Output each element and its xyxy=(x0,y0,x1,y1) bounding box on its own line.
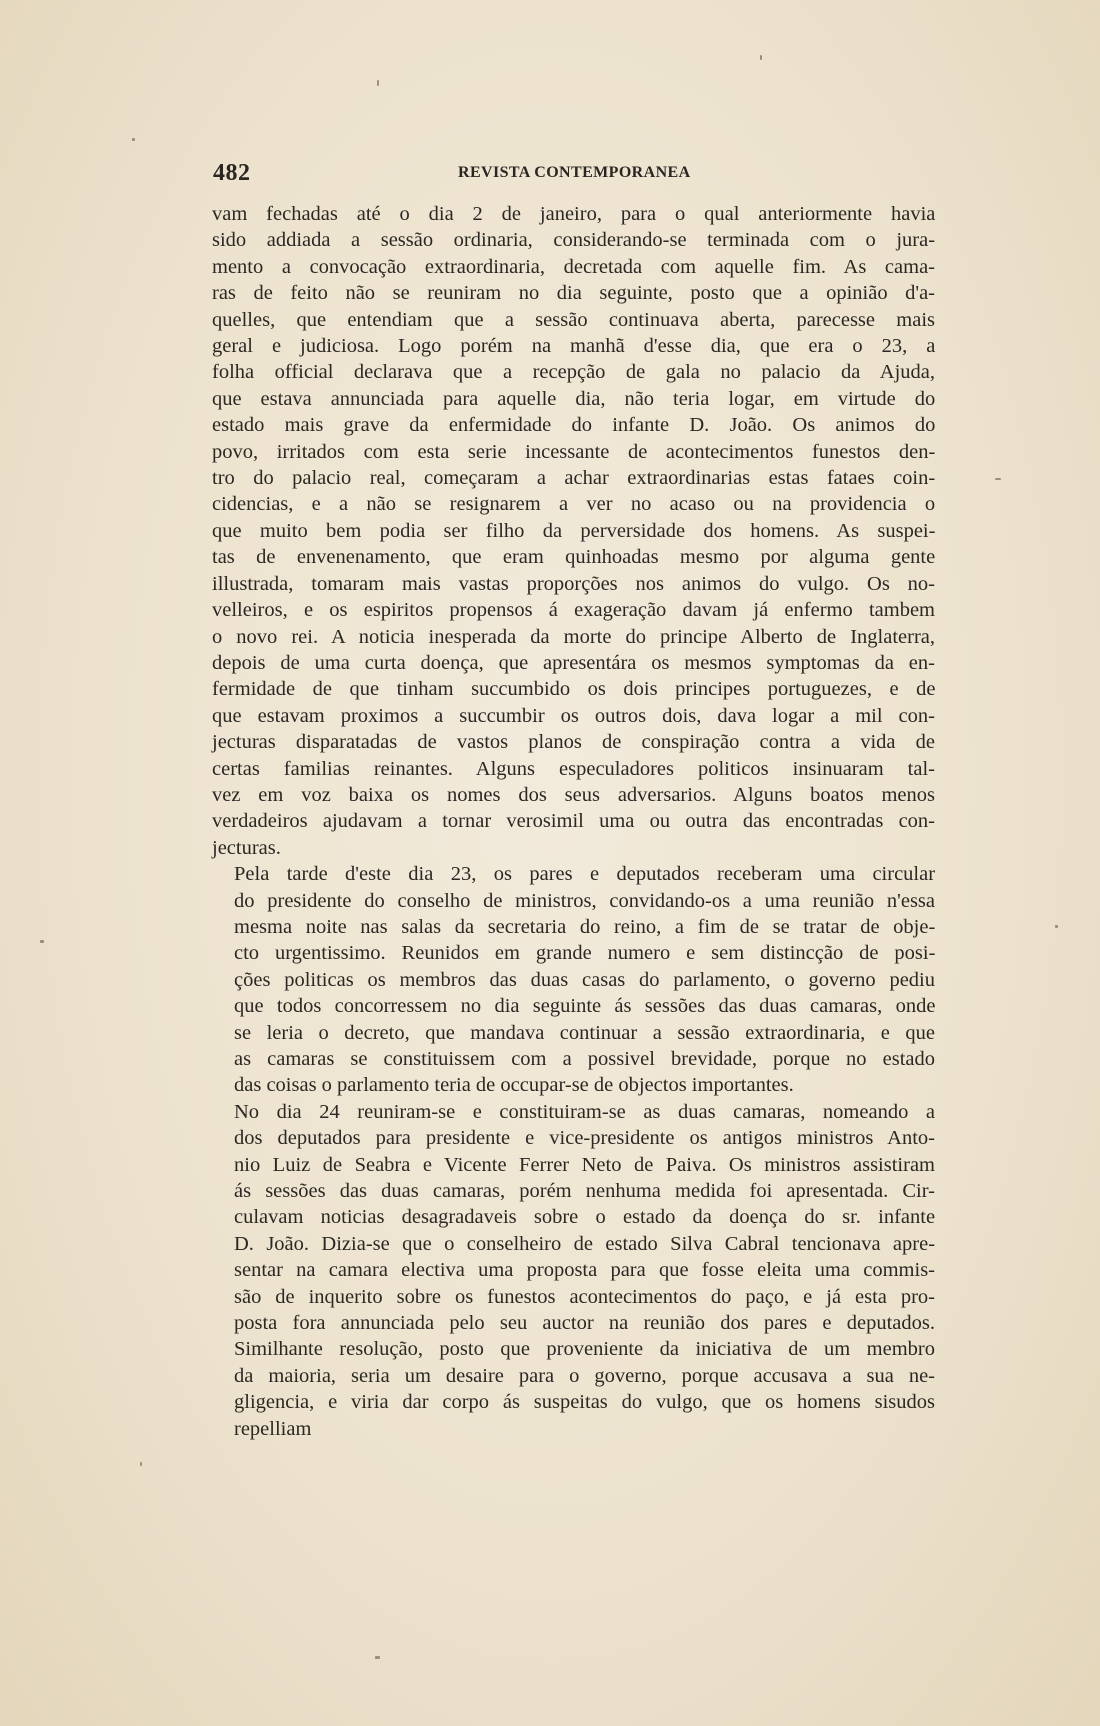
text-line: Pela tarde d'este dia 23, os pares e deputados receberam uma circular xyxy=(234,863,936,886)
text-line: povo, irritados com esta serie incessante de acontecimentos funestos den- xyxy=(212,440,936,463)
text-line: da maioria, seria um desaire para o governo, porque accusava a sua ne- xyxy=(234,1364,935,1387)
text-line: jecturas disparatadas de vastos planos de conspiração contra a vida de xyxy=(212,731,935,754)
text-line: sentar na camara electiva uma proposta para que fosse eleita uma commis- xyxy=(234,1259,935,1282)
text-line: sido addiada a sessão ordinaria, considerando-se terminada com o jura- xyxy=(212,229,936,252)
paragraph xyxy=(212,201,935,861)
body-text xyxy=(212,201,935,1442)
text-line: D. João. Dizia-se que o conselheiro de estado Silva Cabral tencionava apre- xyxy=(234,1232,936,1255)
text-line: vam fechadas até o dia 2 de janeiro, para o qual anteriormente havia xyxy=(212,203,936,225)
paper-speck xyxy=(1055,925,1058,928)
text-line: fermidade de que tinham succumbido os dois principes portuguezes, e de xyxy=(212,678,936,701)
text-line: estado mais grave da enfermidade do infante D. João. Os animos do xyxy=(212,414,936,437)
paper-speck xyxy=(375,1656,380,1659)
text-line: velleiros, e os espiritos propensos á exageração davam já enfermo tambem xyxy=(212,599,935,622)
paper-speck xyxy=(40,940,44,943)
text-line: que todos concorressem no dia seguinte ás sessões das duas camaras, onde xyxy=(234,995,936,1018)
paper-speck xyxy=(140,1462,142,1466)
text-line: posta fora annunciada pelo seu auctor na reunião dos pares e deputados. xyxy=(234,1312,935,1335)
text-line: mesma noite nas salas da secretaria do reino, a fim de se tratar de obje- xyxy=(234,915,936,938)
text-line: do presidente do conselho de ministros, convidando-os a uma reunião n'essa xyxy=(234,889,935,912)
page-number: 482 xyxy=(213,160,251,186)
text-line: mento a convocação extraordinaria, decretada com aquelle fim. As cama- xyxy=(212,255,935,278)
text-line: das coisas o parlamento teria de occupar-se de objectos importantes. xyxy=(234,1074,794,1097)
text-line: nio Luiz de Seabra e Vicente Ferrer Neto de Paiva. Os ministros assistiram xyxy=(234,1153,935,1176)
text-line: vez em voz baixa os nomes dos seus adversarios. Alguns boatos menos xyxy=(212,783,936,806)
paper-speck xyxy=(377,80,379,86)
text-line: Similhante resolução, posto que proveniente da iniciativa de um membro xyxy=(234,1338,935,1361)
text-line: gligencia, e viria dar corpo ás suspeitas do vulgo, que os homens sisudos xyxy=(234,1391,935,1414)
running-title: REVISTA CONTEMPORANEA xyxy=(458,164,691,181)
text-line: ções politicas os membros das duas casas do parlamento, o governo pediu xyxy=(234,968,935,991)
paragraph xyxy=(212,861,935,1099)
text-line: repelliam xyxy=(234,1417,312,1440)
text-line: depois de uma curta doença, que apresentára os mesmos symptomas da en- xyxy=(212,651,935,674)
paragraph xyxy=(212,1099,935,1442)
paper-speck xyxy=(132,138,135,141)
text-line: verdadeiros ajudavam a tornar verosimil uma ou outra das encontradas con- xyxy=(212,810,935,833)
text-line: culavam noticias desagradaveis sobre o estado da doença do sr. infante xyxy=(234,1206,936,1229)
text-line: geral e judiciosa. Logo porém na manhã d'esse dia, que era o 23, a xyxy=(212,335,936,358)
text-line: cidencias, e a não se resignarem a ver no acaso ou na providencia o xyxy=(212,493,936,516)
text-line: que estava annunciada para aquelle dia, não teria logar, em virtude do xyxy=(212,387,936,410)
paper-speck xyxy=(995,478,1001,480)
text-line: que estavam proximos a succumbir os outros dois, dava logar a mil con- xyxy=(212,704,935,727)
text-line: cto urgentissimo. Reunidos em grande numero e sem distincção de posi- xyxy=(234,942,936,965)
text-line: que muito bem podia ser filho da perversidade dos homens. As suspei- xyxy=(212,519,936,542)
text-line: as camaras se constituissem com a possivel brevidade, porque no estado xyxy=(234,1048,935,1070)
text-line: ás sessões das duas camaras, porém nenhuma medida foi apresentada. Cir- xyxy=(234,1180,935,1203)
text-line: folha official declarava que a recepção de gala no palacio da Ajuda, xyxy=(212,361,935,384)
text-line: se leria o decreto, que mandava continuar a sessão extraordinaria, e que xyxy=(234,1021,935,1044)
text-line: illustrada, tomaram mais vastas proporções nos animos do vulgo. Os no- xyxy=(212,572,935,595)
text-line: tro do palacio real, começaram a achar extraordinarias estas fataes coin- xyxy=(212,467,936,490)
text-line: tas de envenenamento, que eram quinhoadas mesmo por alguma gente xyxy=(212,546,936,569)
text-line: o novo rei. A noticia inesperada da morte do principe Alberto de Inglaterra, xyxy=(212,625,935,648)
text-line: são de inquerito sobre os funestos acontecimentos do paço, e já esta pro- xyxy=(234,1285,935,1308)
text-line: ras de feito não se reuniram no dia seguinte, posto que a opinião d'a- xyxy=(212,282,935,305)
text-line: dos deputados para presidente e vice-presidente os antigos ministros Anto- xyxy=(234,1127,936,1150)
text-line: quelles, que entendiam que a sessão continuava aberta, parecesse mais xyxy=(212,308,935,331)
text-line: jecturas. xyxy=(212,836,281,859)
text-line: No dia 24 reuniram-se e constituiram-se as duas camaras, nomeando a xyxy=(234,1100,935,1123)
page-header xyxy=(213,160,935,186)
text-line: certas familias reinantes. Alguns especuladores politicos insinuaram tal- xyxy=(212,757,935,780)
paper-speck xyxy=(760,55,762,60)
